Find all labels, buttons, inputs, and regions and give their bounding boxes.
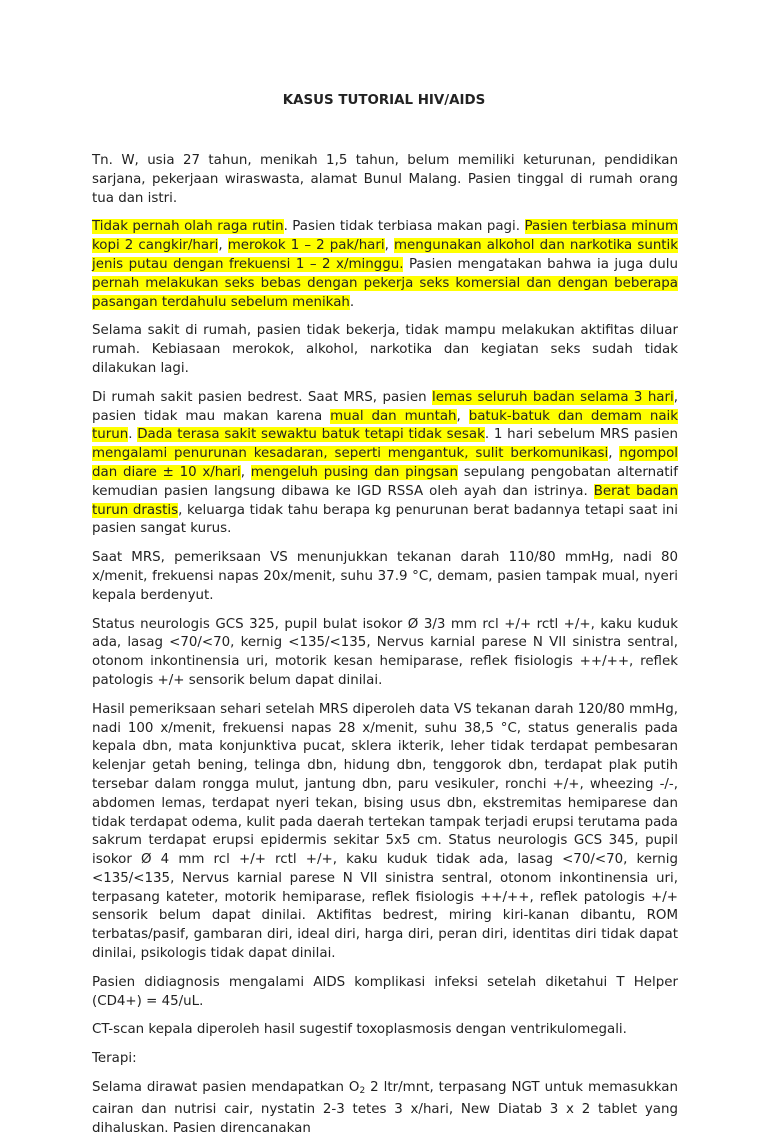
highlighted-text: batuk-batuk dan demam naik turun (92, 408, 679, 443)
highlighted-text: lemas seluruh badan selama 3 hari (431, 389, 674, 405)
text-run: . 1 hari sebelum MRS pasien (484, 427, 678, 443)
highlighted-text: mengeluh pusing dan pingsan (250, 464, 458, 480)
text-run: , pasien tidak mau makan karena (92, 389, 679, 424)
text-run: Hasil pemeriksaan sehari setelah MRS diperoleh data VS tekanan darah 120/80 mmHg, nadi 100 x/menit, frekuensi napas 28 x/menit, suhu 38,5 °C, status generalis pada kepala dbn, mata konjunktiva pucat, sklera ikterik, leher tidak terdapat pembesaran kelenjar getah bening, telinga dbn, hidung dbn, tenggorok dbn, terdapat plak putih tersebar dalam rongga mulut, jantung dbn, paru vesikuler, ronchi +/+, wheezing -/-, abdomen lemas, terdapat nyeri tekan, bising usus dbn, ekstremitas hemiparese dan tidak terdapat odema, kulit pada daerah tertekan tampak terjadi erupsi terutama pada sakrum terdapat erupsi epidermis sekitar 5x5 cm. Status neurologis GCS 345, pupil isokor Ø 4 mm rcl +/+ rctl +/+, kaku kuduk tidak ada, lasag <70/<70, kernig <135/<135, Nervus karnial parese N VII sinistra sentral, otonom inkontinensia uri, terpasang kateter, motorik hemiparase, reflek fisiologis ++/++, reflek patologis +/+ sensorik belum dapat dinilai. Aktifitas bedrest, miring kiri-kanan dibantu, ROM terbatas/pasif, gambaran diri, ideal diri, harga diri, peran diri, identitas diri tidak dapat dinilai, psikologis tidak dapat dinilai. (92, 701, 678, 962)
highlighted-text: mengalami penurunan kesadaran, seperti mengantuk, sulit berkomunikasi (92, 446, 609, 462)
text-run: Pasien mengatakan bahwa ia juga dulu (403, 256, 678, 272)
highlighted-text: Tidak pernah olah raga rutin (92, 219, 284, 235)
text-run: . (128, 427, 138, 443)
text-run: Status neurologis GCS 325, pupil bulat isokor Ø 3/3 mm rcl +/+ rctl +/+, kaku kuduk ada, lasag <70/<70, kernig <135/<135, Nervus karnial parese N VII sinistra sentral, otonom inkontinensia uri, motorik kesan hemiparase, reflek fisiologis ++/++, reflek patologis +/+ sensorik belum dapat dinilai. (92, 616, 678, 688)
paragraph (92, 1050, 678, 1069)
text-run: , keluarga tidak tahu berapa kg penurunan berat badannya tetapi saat ini pasien sangat kurus. (92, 502, 678, 537)
document-body (92, 152, 678, 1148)
paragraph (92, 549, 678, 605)
highlighted-text: Pasien terbiasa minum kopi 2 cangkir/hari (92, 219, 678, 254)
text-run: , (384, 238, 394, 254)
highlighted-text: pernah melakukan seks bebas dengan pekerja seks komersial dan dengan beberapa pasangan terdahulu sebelum menikah (92, 275, 678, 310)
text-run: sepulang pengobatan alternatif kemudian pasien langsung dibawa ke IGD RSSA oleh ayah dan istrinya. (92, 464, 678, 499)
text-run: CT-scan kepala diperoleh hasil sugestif toxoplasmosis dengan ventrikulomegali. (92, 1022, 627, 1038)
text-run: . Pasien tidak terbiasa makan pagi. (283, 219, 525, 235)
highlighted-text: Berat badan turun drastis (92, 483, 679, 518)
highlighted-text: mengunakan alkohol dan narkotika suntik jenis putau dengan frekuensi 1 – 2 x/minggu. (92, 238, 679, 272)
paragraph (92, 974, 678, 1012)
paragraph (92, 1021, 678, 1040)
paragraph (92, 389, 678, 539)
text-run: Selama dirawat pasien mendapatkan O (92, 1080, 360, 1096)
highlighted-text: ngompol dan diare ± 10 x/hari (92, 446, 678, 480)
text-run: Di rumah sakit pasien bedrest. Saat MRS, pasien (92, 389, 432, 405)
text-run: Saat MRS, pemeriksaan VS menunjukkan tekanan darah 110/80 mmHg, nadi 80 x/menit, frekuensi napas 20x/menit, suhu 37.9 °C, demam, pasien tampak mual, nyeri kepala berdenyut. (92, 550, 678, 603)
subscript-text: 2 (359, 1086, 366, 1097)
text-run: , (608, 446, 620, 462)
highlighted-text: Dada terasa sakit sewaktu batuk tetapi tidak sesak (137, 427, 485, 443)
document-title: KASUS TUTORIAL HIV/AIDS (282, 93, 486, 108)
text-run: , (240, 464, 251, 480)
text-run: Pasien didiagnosis mengalami AIDS komplikasi infeksi setelah diketahui T Helper (CD4+) = 45/uL. (92, 974, 678, 1009)
highlighted-text: merokok 1 – 2 pak/hari (227, 238, 385, 254)
paragraph (92, 218, 678, 312)
highlighted-text: mual dan muntah (330, 408, 457, 424)
paragraph (92, 701, 678, 964)
text-run: Selama sakit di rumah, pasien tidak bekerja, tidak mampu melakukan aktifitas diluar rumah. Kebiasaan merokok, alkohol, narkotika dan kegiatan seks sudah tidak dilakukan lagi. (92, 323, 678, 376)
paragraph (92, 1079, 678, 1138)
text-run: 2 ltr/mnt, terpasang NGT untuk memasukkan cairan dan nutrisi cair, nystatin 2-3 tetes 3 x/hari, New Diatab 3 x 2 tablet yang dihaluskan. Pasien direncanakan (92, 1080, 678, 1136)
text-run: Terapi: (92, 1051, 137, 1067)
text-run: , (456, 408, 469, 424)
text-run: Tn. W, usia 27 tahun, menikah 1,5 tahun, belum memiliki keturunan, pendidikan sarjana, pekerjaan wiraswasta, alamat Bunul Malang. Pasien tinggal di rumah orang tua dan istri. (92, 153, 678, 206)
paragraph (92, 616, 678, 691)
paragraph (92, 322, 678, 378)
text-run: . (349, 294, 355, 310)
paragraph (92, 152, 678, 208)
text-run: , (218, 238, 228, 254)
